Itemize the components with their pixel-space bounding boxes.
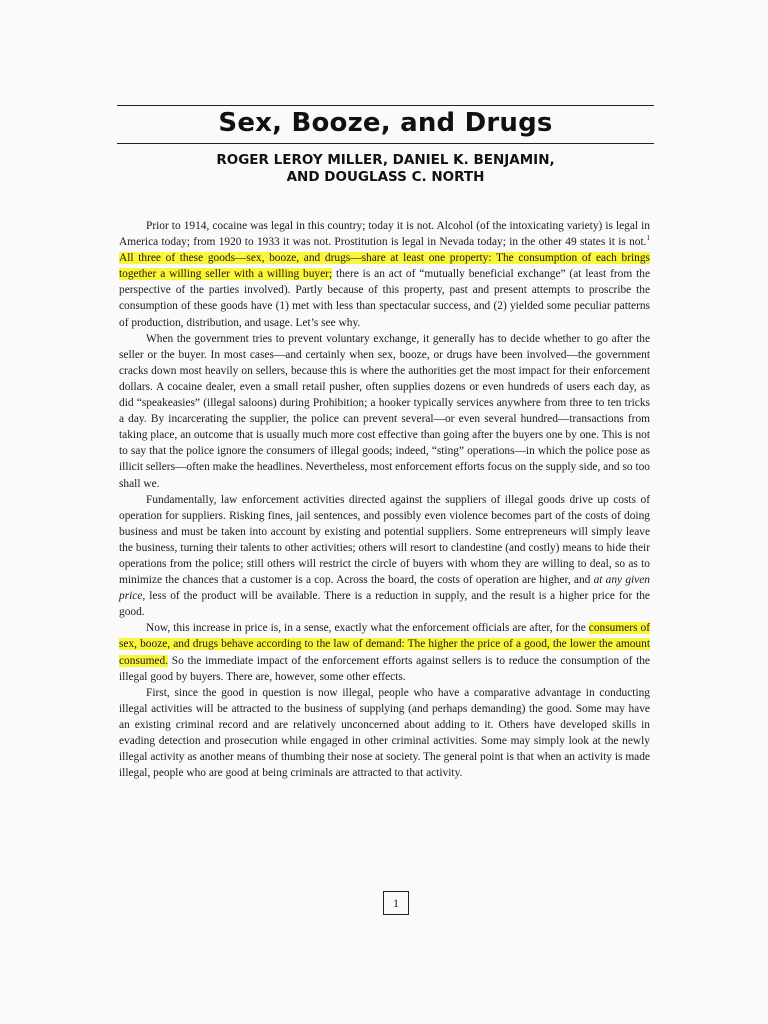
article-authors <box>117 152 654 186</box>
footnote-marker: 1 <box>646 234 650 243</box>
paragraph-2: When the government tries to prevent voluntary exchange, it generally has to decide whether to go after the seller or the buyer. In most cases—and certainly when sex, booze, or drugs have been involved—the government cracks down most heavily on sellers, because this is where the authorities get the most impact for their enforcement dollars. A cocaine dealer, even a small retail pusher, often supplies dozens or even hundreds of users each day, as did “speakeasies” (illegal saloons) during Prohibition; a hooker typically services anywhere from three to ten tricks a day. By incarcerating the supplier, the police can prevent several—or even several hundred—transactions from taking place, an outcome that is usually much more cost effective than going after the buyers one by one. This is not to say that the police ignore the consumers of illegal goods; indeed, “sting” operations—in which the police pose as illicit sellers—often make the headlines. Nevertheless, most enforcement efforts focus on the supply side, and so too shall we. <box>119 332 650 490</box>
title-rule <box>117 143 654 144</box>
highlighted-passage-1: All three of these goods—sex, booze, and drugs—share at least one property: The consumption of each brings together a willing seller with a willing buyer; <box>119 252 650 281</box>
paragraph-4-text-b: So the immediate impact of the enforcement efforts against sellers is to reduce the consumption of the illegal good by buyers. There are, however, some other effects. <box>119 654 650 683</box>
highlighted-passage-2: consumers of sex, booze, and drugs behave according to the law of demand: The higher the price of a good, the lower the amount consumed. <box>119 622 650 667</box>
paragraph-1-text-b: there is an act of “mutually beneficial exchange” (at least from the perspective of the parties involved). Partly because of this property, past and present attempts to proscribe the consumption of these goods have (1) met with less than spectacular success, and (2) yielded some peculiar patterns of production, distribution, and usage. Let’s see why. <box>119 268 650 329</box>
article-body <box>119 218 650 781</box>
paragraph-3-italic: at any given price, <box>119 574 650 603</box>
paragraph-3 <box>119 492 650 621</box>
authors-line-1: ROGER LEROY MILLER, DANIEL K. BENJAMIN, <box>216 152 555 168</box>
paragraph-1-text-a: Prior to 1914, cocaine was legal in this country; today it is not. Alcohol (of the intoxicating variety) is legal in America today; from 1920 to 1933 it was not. Prostitution is legal in Nevada today; in the other 49 states it is not. <box>119 220 650 249</box>
paragraph-5: First, since the good in question is now illegal, people who have a comparative advantage in conducting illegal activities will be attracted to the business of supplying (and perhaps demanding) the good. Some may have an existing criminal record and are relatively unconcerned about adding to it. Others have developed skills in evading detection and prosecution while engaged in other criminal activities. Some may simply look at the newly illegal activity as another means of thumbing their nose at society. The general point is that when an activity is made illegal, people who are good at being criminals are attracted to that activity. <box>119 686 650 780</box>
paragraph-4-text-a: Now, this increase in price is, in a sense, exactly what the enforcement officials are after, for the <box>146 622 586 635</box>
article-title: Sex, Booze, and Drugs <box>218 108 553 138</box>
paragraph-3-text-a: Fundamentally, law enforcement activities directed against the suppliers of illegal goods drive up costs of operation for suppliers. Risking fines, jail sentences, and possibly even violence becomes part of the costs of doing business and must be taken into account by existing and potential suppliers. Some entrepreneurs will simply leave the business, turning their talents to other activities; others will resort to clandestine (and costly) means to hide their operations from the police; still others will restrict the circle of buyers with whom they are willing to deal, so as to minimize the chances that a customer is a cop. Across the board, the costs of operation are higher, and <box>119 493 650 587</box>
paragraph-4 <box>119 620 650 684</box>
top-rule <box>117 105 654 106</box>
paragraph-3-text-b: less of the product will be available. There is a reduction in supply, and the result is a higher price for the good. <box>119 590 650 619</box>
paragraph-1 <box>119 218 650 331</box>
authors-line-2: AND DOUGLASS C. NORTH <box>286 169 485 185</box>
page-number: 1 <box>383 891 409 915</box>
